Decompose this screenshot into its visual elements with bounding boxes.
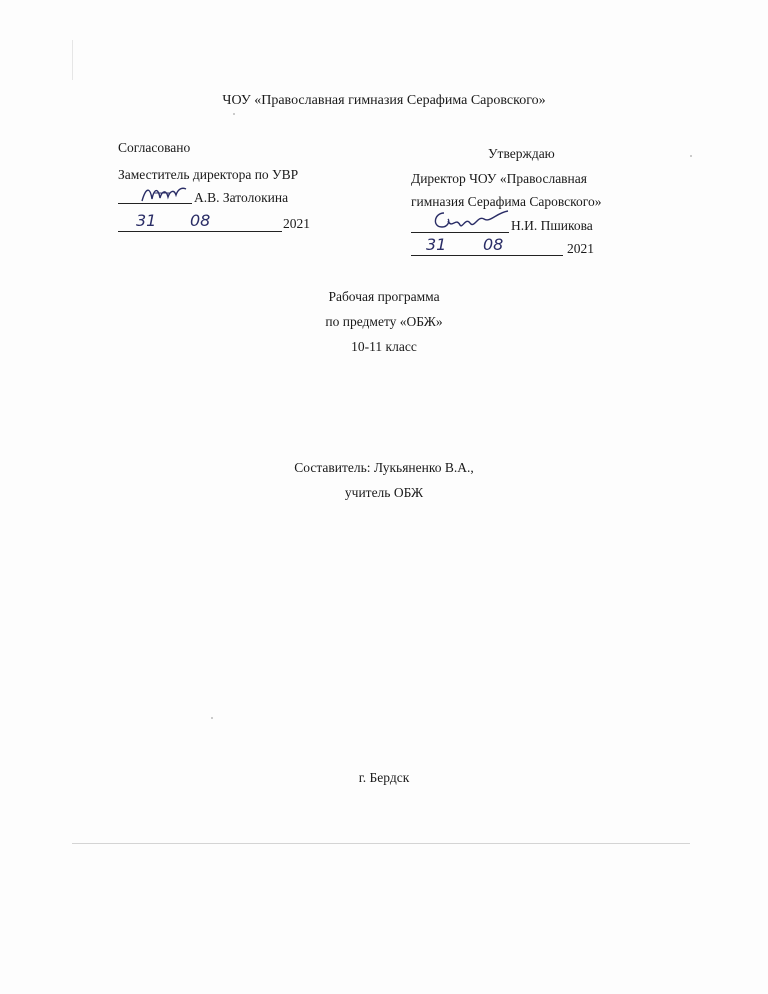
program-grade: 10-11 класс bbox=[351, 339, 417, 354]
approval-right-day: 31 bbox=[426, 235, 447, 254]
date-line-right bbox=[411, 255, 563, 256]
approval-left-day: 31 bbox=[136, 211, 157, 230]
scan-artifact bbox=[72, 40, 73, 80]
program-title: Рабочая программа bbox=[328, 289, 440, 304]
approval-right-position-2: гимназия Серафима Саровского» bbox=[411, 194, 602, 209]
program-subject: по предмету «ОБЖ» bbox=[325, 314, 443, 329]
approval-right-name: Н.И. Пшикова bbox=[511, 218, 593, 233]
approval-right-position-1: Директор ЧОУ «Православная bbox=[411, 171, 587, 186]
approval-right-title: Утверждаю bbox=[488, 146, 555, 161]
author-name: Составитель: Лукьяненко В.А., bbox=[294, 460, 474, 475]
signature-right bbox=[430, 207, 510, 233]
approval-left-month: 08 bbox=[190, 211, 211, 230]
approval-left-year: 2021 bbox=[283, 216, 310, 231]
signature-left bbox=[140, 183, 188, 205]
scan-speck bbox=[690, 155, 692, 157]
school-name: ЧОУ «Православная гимназия Серафима Саровского» bbox=[222, 93, 546, 108]
scan-speck bbox=[211, 717, 213, 719]
approval-left-position: Заместитель директора по УВР bbox=[118, 167, 299, 182]
approval-right-month: 08 bbox=[483, 235, 504, 254]
date-line-left bbox=[118, 231, 282, 232]
scan-artifact bbox=[72, 843, 690, 844]
approval-left-title: Согласовано bbox=[118, 140, 191, 155]
city: г. Бердск bbox=[358, 770, 410, 785]
scan-speck bbox=[233, 113, 235, 115]
author-role: учитель ОБЖ bbox=[344, 485, 424, 500]
approval-left-name: А.В. Затолокина bbox=[194, 190, 289, 205]
approval-right-year: 2021 bbox=[567, 241, 594, 256]
